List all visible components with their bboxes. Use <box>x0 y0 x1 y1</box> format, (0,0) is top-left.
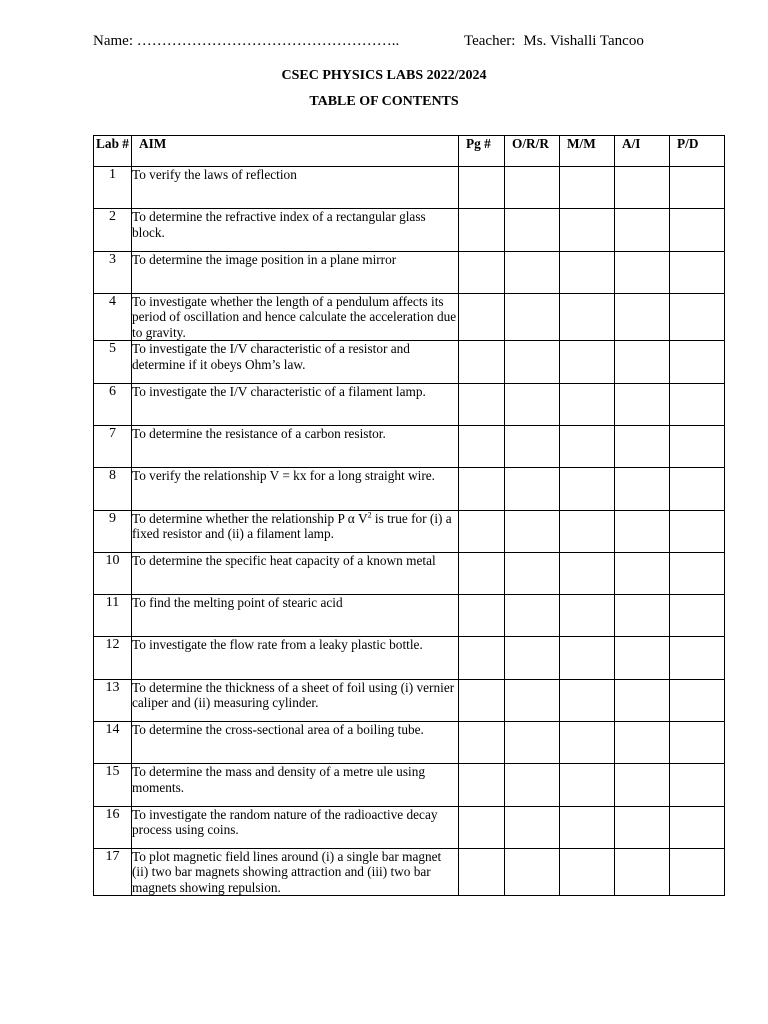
lab-aim: To investigate the I/V characteristic of a filament lamp. <box>132 383 459 425</box>
mm-cell <box>560 510 615 552</box>
orr-cell <box>505 468 560 510</box>
table-row <box>94 425 725 467</box>
lab-number: 8 <box>94 468 132 510</box>
page-subtitle: TABLE OF CONTENTS <box>309 94 459 109</box>
lab-number: 2 <box>94 209 132 251</box>
mm-cell <box>560 595 615 637</box>
table-row <box>94 637 725 679</box>
aim-text-start: To determine whether the relationship P α V <box>132 510 368 526</box>
page-cell <box>459 251 505 293</box>
page-cell <box>459 510 505 552</box>
name-field: Name: …………………………………………….. <box>93 33 400 49</box>
table-row <box>94 679 725 721</box>
ai-cell <box>615 637 670 679</box>
lab-number: 9 <box>94 510 132 552</box>
page-cell <box>459 848 505 896</box>
page-cell <box>459 341 505 383</box>
lab-aim: To investigate the flow rate from a leaky plastic bottle. <box>132 637 459 679</box>
orr-cell <box>505 679 560 721</box>
lab-aim: To verify the laws of reflection <box>132 167 459 209</box>
lab-aim: To determine the thickness of a sheet of foil using (i) vernier caliper and (ii) measuring cylinder. <box>132 679 459 721</box>
table-row <box>94 552 725 594</box>
orr-cell <box>505 251 560 293</box>
lab-number: 6 <box>94 383 132 425</box>
ai-cell <box>615 341 670 383</box>
lab-number: 12 <box>94 637 132 679</box>
mm-cell <box>560 383 615 425</box>
page-cell <box>459 425 505 467</box>
table-row <box>94 209 725 251</box>
ai-cell <box>615 848 670 896</box>
teacher-label: Teacher: <box>464 33 516 49</box>
page-cell <box>459 209 505 251</box>
lab-number: 4 <box>94 293 132 341</box>
table-row <box>94 251 725 293</box>
lab-number: 17 <box>94 848 132 896</box>
lab-aim: To determine the mass and density of a metre ule using moments. <box>132 764 459 806</box>
col-header-pd: P/D <box>670 136 725 167</box>
table-body <box>94 167 725 896</box>
page-cell <box>459 293 505 341</box>
ai-cell <box>615 806 670 848</box>
teacher-line <box>464 33 644 50</box>
page-cell <box>459 679 505 721</box>
mm-cell <box>560 425 615 467</box>
mm-cell <box>560 341 615 383</box>
orr-cell <box>505 595 560 637</box>
pd-cell <box>670 293 725 341</box>
ai-cell <box>615 251 670 293</box>
lab-aim: To investigate the I/V characteristic of a resistor and determine if it obeys Ohm’s law. <box>132 341 459 383</box>
contents-table <box>93 135 725 896</box>
col-header-aim: AIM <box>132 136 459 167</box>
lab-aim: To determine the specific heat capacity of a known metal <box>132 552 459 594</box>
lab-number: 14 <box>94 722 132 764</box>
lab-aim: To determine the cross-sectional area of a boiling tube. <box>132 722 459 764</box>
page-cell <box>459 552 505 594</box>
mm-cell <box>560 167 615 209</box>
lab-aim: To determine the resistance of a carbon resistor. <box>132 425 459 467</box>
table-row <box>94 468 725 510</box>
lab-aim: To investigate the random nature of the radioactive decay process using coins. <box>132 806 459 848</box>
pd-cell <box>670 595 725 637</box>
lab-number: 5 <box>94 341 132 383</box>
pd-cell <box>670 341 725 383</box>
table-row <box>94 510 725 552</box>
pd-cell <box>670 806 725 848</box>
ai-cell <box>615 383 670 425</box>
orr-cell <box>505 425 560 467</box>
table-row <box>94 595 725 637</box>
col-header-lab: Lab # <box>94 136 132 167</box>
pd-cell <box>670 679 725 721</box>
ai-cell <box>615 722 670 764</box>
lab-aim: To determine the refractive index of a rectangular glass block. <box>132 209 459 251</box>
col-header-ai: A/I <box>615 136 670 167</box>
mm-cell <box>560 848 615 896</box>
pd-cell <box>670 764 725 806</box>
ai-cell <box>615 209 670 251</box>
table-row <box>94 806 725 848</box>
table-header-row <box>94 136 725 167</box>
pd-cell <box>670 722 725 764</box>
lab-aim: To find the melting point of stearic acid <box>132 595 459 637</box>
mm-cell <box>560 293 615 341</box>
lab-number: 16 <box>94 806 132 848</box>
page-cell <box>459 468 505 510</box>
ai-cell <box>615 425 670 467</box>
table-row <box>94 764 725 806</box>
orr-cell <box>505 293 560 341</box>
table-row <box>94 722 725 764</box>
orr-cell <box>505 806 560 848</box>
pd-cell <box>670 848 725 896</box>
ai-cell <box>615 552 670 594</box>
table-row <box>94 341 725 383</box>
page-cell <box>459 722 505 764</box>
ai-cell <box>615 293 670 341</box>
mm-cell <box>560 209 615 251</box>
orr-cell <box>505 383 560 425</box>
mm-cell <box>560 679 615 721</box>
lab-aim: To investigate whether the length of a pendulum affects its period of oscillation and hence calculate the acceleration due to gravity. <box>132 293 459 341</box>
orr-cell <box>505 510 560 552</box>
table-row <box>94 848 725 896</box>
orr-cell <box>505 637 560 679</box>
table-row <box>94 383 725 425</box>
mm-cell <box>560 806 615 848</box>
pd-cell <box>670 167 725 209</box>
page-cell <box>459 806 505 848</box>
page-cell <box>459 764 505 806</box>
pd-cell <box>670 251 725 293</box>
orr-cell <box>505 722 560 764</box>
ai-cell <box>615 764 670 806</box>
orr-cell <box>505 764 560 806</box>
lab-aim <box>132 510 459 552</box>
orr-cell <box>505 552 560 594</box>
page-cell <box>459 637 505 679</box>
lab-number: 11 <box>94 595 132 637</box>
mm-cell <box>560 251 615 293</box>
mm-cell <box>560 764 615 806</box>
page-cell <box>459 383 505 425</box>
pd-cell <box>670 637 725 679</box>
ai-cell <box>615 595 670 637</box>
ai-cell <box>615 468 670 510</box>
teacher-name: Ms. Vishalli Tancoo <box>523 33 644 49</box>
ai-cell <box>615 167 670 209</box>
orr-cell <box>505 848 560 896</box>
mm-cell <box>560 722 615 764</box>
page-title: CSEC PHYSICS LABS 2022/2024 <box>281 68 487 83</box>
col-header-page: Pg # <box>459 136 505 167</box>
lab-aim: To verify the relationship V = kx for a long straight wire. <box>132 468 459 510</box>
page-cell <box>459 595 505 637</box>
pd-cell <box>670 209 725 251</box>
orr-cell <box>505 167 560 209</box>
pd-cell <box>670 552 725 594</box>
mm-cell <box>560 637 615 679</box>
page-cell <box>459 167 505 209</box>
pd-cell <box>670 510 725 552</box>
mm-cell <box>560 468 615 510</box>
ai-cell <box>615 510 670 552</box>
ai-cell <box>615 679 670 721</box>
lab-number: 1 <box>94 167 132 209</box>
lab-number: 10 <box>94 552 132 594</box>
orr-cell <box>505 209 560 251</box>
table-row <box>94 293 725 341</box>
lab-number: 15 <box>94 764 132 806</box>
aim-superscript: 2 <box>367 510 372 520</box>
col-header-mm: M/M <box>560 136 615 167</box>
pd-cell <box>670 425 725 467</box>
aim-text-end: is true for (i) a fixed resistor and (ii) a filament lamp. <box>132 510 452 542</box>
lab-number: 7 <box>94 425 132 467</box>
table-row <box>94 167 725 209</box>
col-header-orr: O/R/R <box>505 136 560 167</box>
lab-aim: To determine the image position in a plane mirror <box>132 251 459 293</box>
orr-cell <box>505 341 560 383</box>
pd-cell <box>670 468 725 510</box>
lab-number: 13 <box>94 679 132 721</box>
lab-number: 3 <box>94 251 132 293</box>
mm-cell <box>560 552 615 594</box>
lab-aim: To plot magnetic field lines around (i) a single bar magnet (ii) two bar magnets showing attraction and (iii) two bar magnets showing repulsion. <box>132 848 459 896</box>
pd-cell <box>670 383 725 425</box>
